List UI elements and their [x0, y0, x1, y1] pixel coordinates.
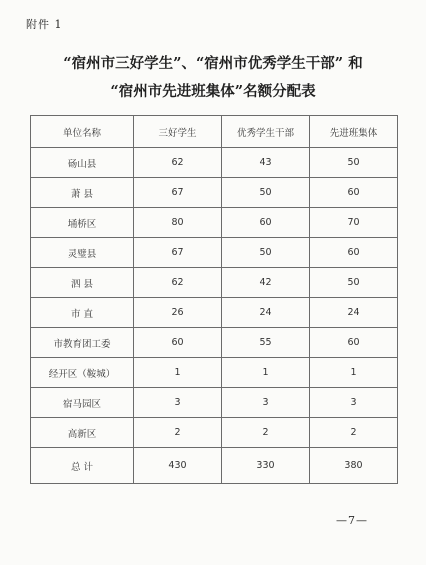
attachment-label: 附件 1 — [26, 18, 63, 31]
unit-cell: 经开区（鞍城） — [31, 358, 134, 388]
merit-students-cell: 2 — [134, 418, 222, 448]
advanced-classes-cell: 1 — [310, 358, 398, 388]
merit-students-cell: 62 — [134, 148, 222, 178]
unit-cell: 泗 县 — [31, 268, 134, 298]
merit-students-cell: 67 — [134, 238, 222, 268]
unit-cell: 市 直 — [31, 298, 134, 328]
advanced-classes-cell: 3 — [310, 388, 398, 418]
merit-students-cell: 67 — [134, 178, 222, 208]
advanced-classes-cell: 24 — [310, 298, 398, 328]
student-cadres-cell: 42 — [222, 268, 310, 298]
table-row — [31, 418, 398, 448]
student-cadres-cell: 3 — [222, 388, 310, 418]
merit-students-cell: 62 — [134, 268, 222, 298]
merit-students-cell: 60 — [134, 328, 222, 358]
header-unit-name: 单位名称 — [31, 116, 134, 148]
advanced-classes-cell: 70 — [310, 208, 398, 238]
student-cadres-cell: 50 — [222, 178, 310, 208]
total-advanced-classes-cell: 380 — [310, 448, 398, 484]
quota-allocation-table — [30, 115, 398, 484]
table-row — [31, 268, 398, 298]
unit-cell: 埇桥区 — [31, 208, 134, 238]
document-title-line-1: “宿州市三好学生”、“宿州市优秀学生干部” 和 — [63, 55, 363, 72]
table-row — [31, 358, 398, 388]
table-row — [31, 148, 398, 178]
header-merit-students: 三好学生 — [134, 116, 222, 148]
table-row — [31, 208, 398, 238]
unit-cell: 砀山县 — [31, 148, 134, 178]
merit-students-cell: 3 — [134, 388, 222, 418]
unit-cell: 高新区 — [31, 418, 134, 448]
page-number: —7— — [336, 514, 368, 527]
table-total-row — [31, 448, 398, 484]
student-cadres-cell: 1 — [222, 358, 310, 388]
advanced-classes-cell: 2 — [310, 418, 398, 448]
advanced-classes-cell: 60 — [310, 328, 398, 358]
header-advanced-classes: 先进班集体 — [310, 116, 398, 148]
table-row — [31, 238, 398, 268]
student-cadres-cell: 24 — [222, 298, 310, 328]
advanced-classes-cell: 50 — [310, 148, 398, 178]
student-cadres-cell: 43 — [222, 148, 310, 178]
merit-students-cell: 1 — [134, 358, 222, 388]
unit-cell: 市教育团工委 — [31, 328, 134, 358]
merit-students-cell: 26 — [134, 298, 222, 328]
student-cadres-cell: 60 — [222, 208, 310, 238]
total-label-cell: 总 计 — [31, 448, 134, 484]
advanced-classes-cell: 60 — [310, 238, 398, 268]
student-cadres-cell: 55 — [222, 328, 310, 358]
unit-cell: 灵璧县 — [31, 238, 134, 268]
table-row — [31, 328, 398, 358]
unit-cell: 萧 县 — [31, 178, 134, 208]
header-student-cadres: 优秀学生干部 — [222, 116, 310, 148]
student-cadres-cell: 50 — [222, 238, 310, 268]
student-cadres-cell: 2 — [222, 418, 310, 448]
document-title-line-2: “宿州市先进班集体”名额分配表 — [110, 83, 316, 100]
table-row — [31, 298, 398, 328]
advanced-classes-cell: 50 — [310, 268, 398, 298]
table-row — [31, 388, 398, 418]
table-header-row — [31, 116, 398, 148]
total-student-cadres-cell: 330 — [222, 448, 310, 484]
merit-students-cell: 80 — [134, 208, 222, 238]
table-row — [31, 178, 398, 208]
total-merit-students-cell: 430 — [134, 448, 222, 484]
unit-cell: 宿马园区 — [31, 388, 134, 418]
advanced-classes-cell: 60 — [310, 178, 398, 208]
